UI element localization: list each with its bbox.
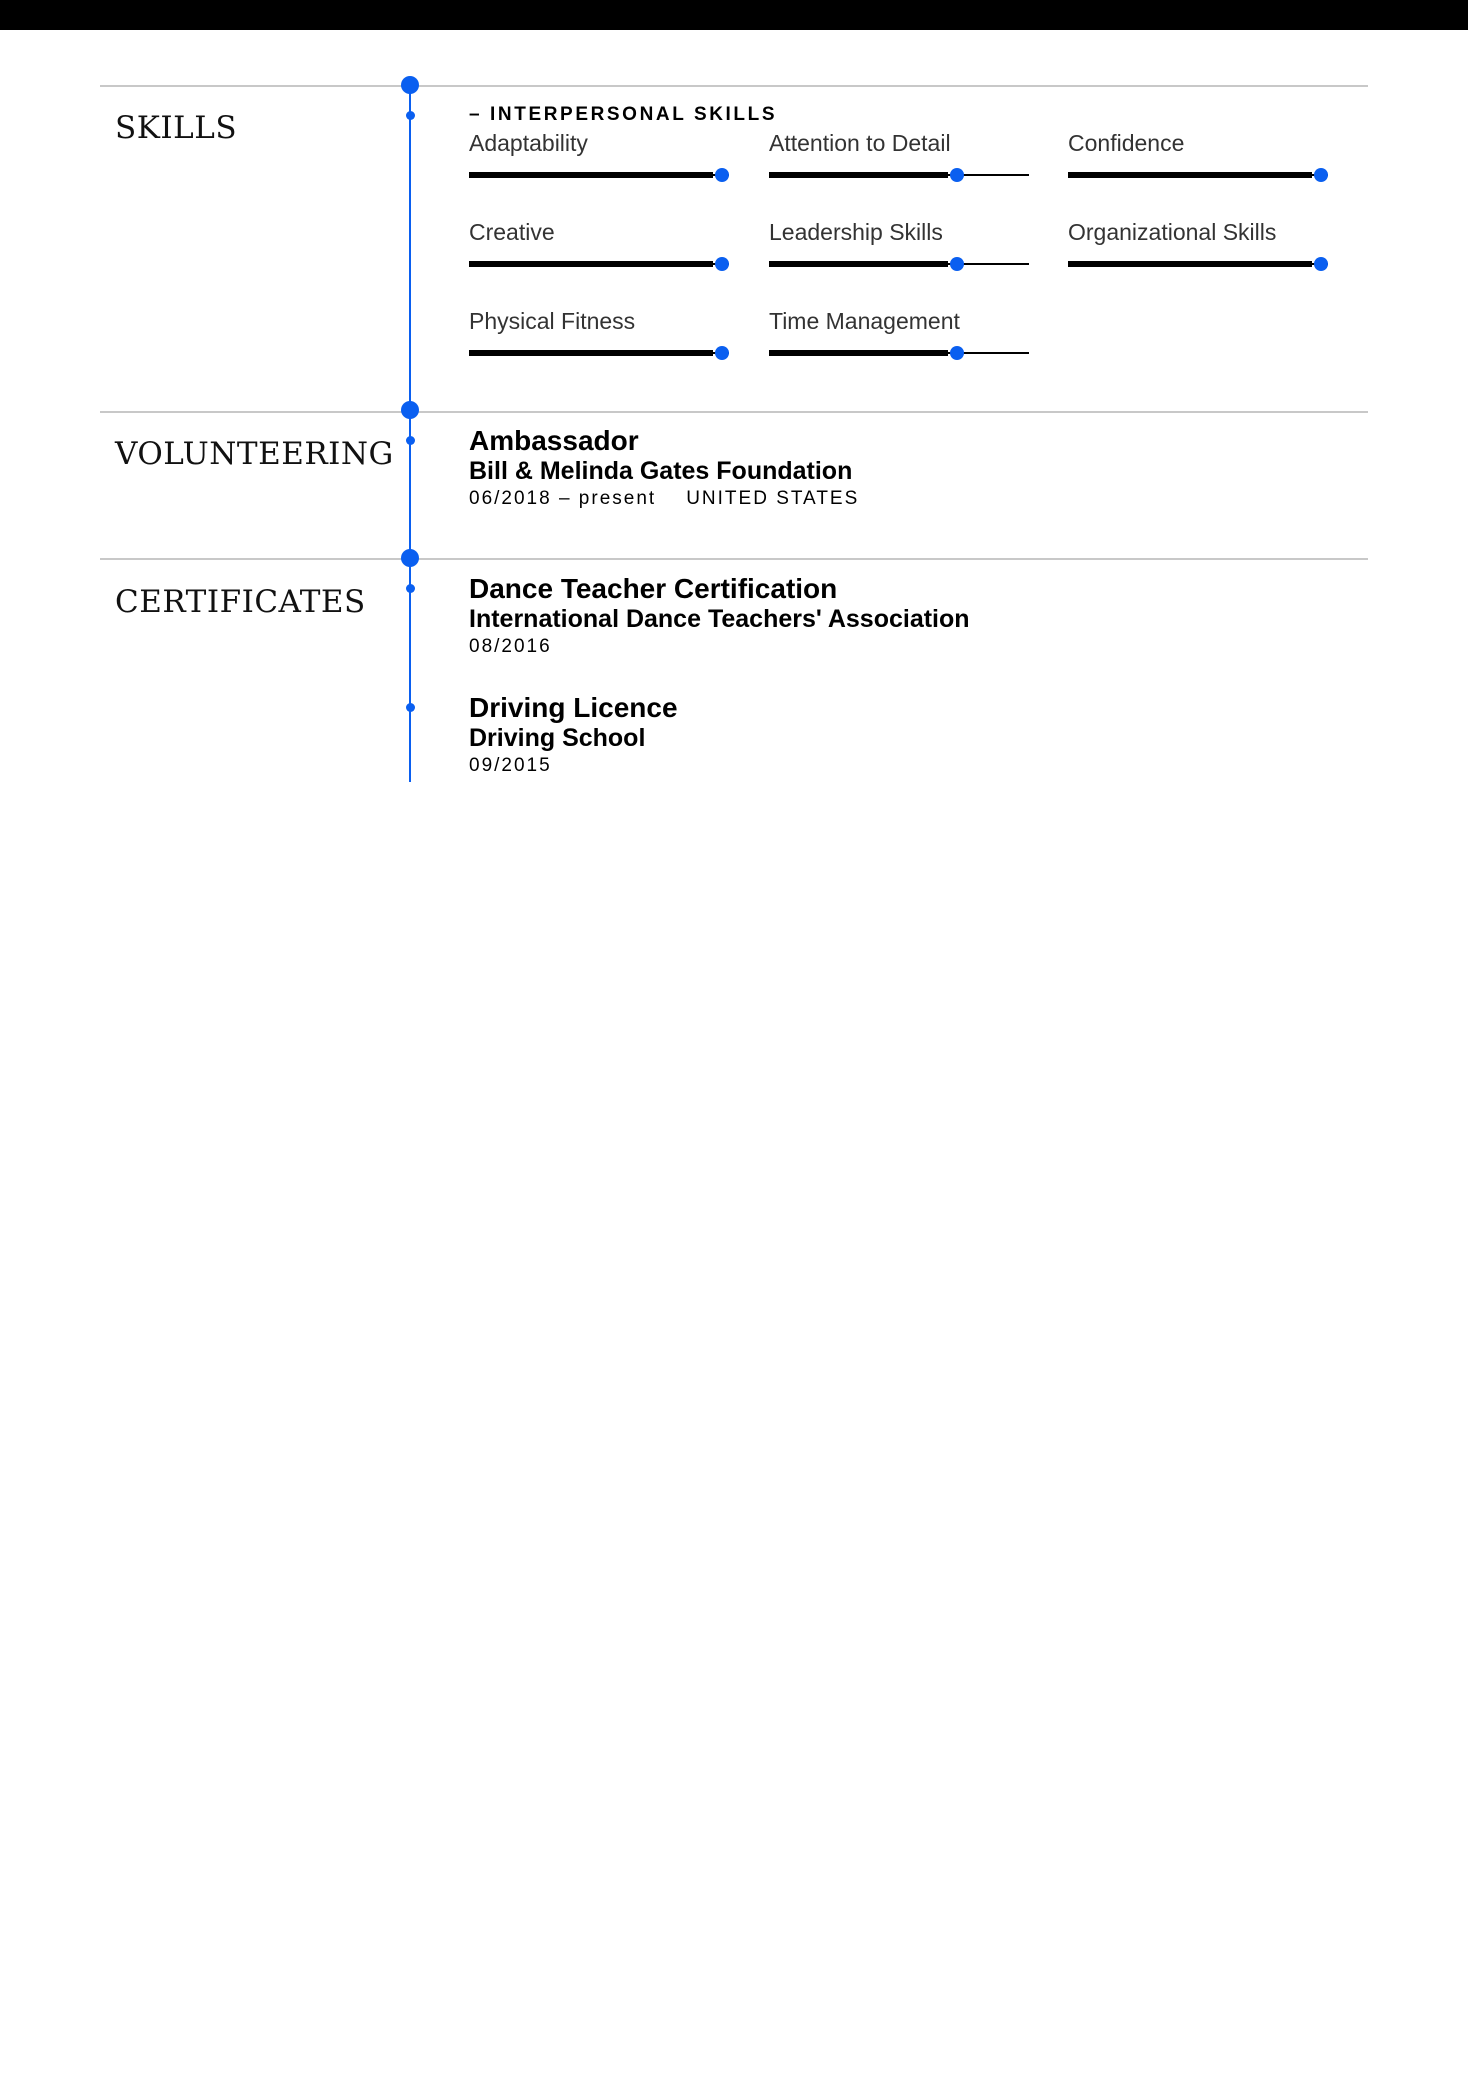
- skill-level-bar: [769, 257, 1029, 271]
- volunteering-section-title: VOLUNTEERING: [115, 436, 394, 472]
- skill-level-bar: [469, 257, 729, 271]
- skill-name: Physical Fitness: [469, 308, 636, 334]
- volunteering-entry: [469, 425, 859, 512]
- certificates-timeline-dot: [401, 549, 419, 567]
- skill-level-fill: [469, 172, 713, 178]
- skill-name: Leadership Skills: [769, 219, 943, 245]
- skill-level-knob: [1314, 257, 1328, 271]
- volunteering-timeline-dot: [401, 401, 419, 419]
- volunteering-organization: Bill & Melinda Gates Foundation: [469, 457, 853, 485]
- certificate-issuer: Driving School: [469, 724, 646, 752]
- skill-name: Adaptability: [469, 130, 588, 156]
- volunteering-location: UNITED STATES: [686, 488, 860, 509]
- skill-level-fill: [769, 350, 948, 356]
- certificate-entry: [469, 692, 678, 779]
- skill-level-fill: [769, 261, 948, 267]
- skill-level-bar: [469, 346, 729, 360]
- skill-name: Creative: [469, 219, 555, 245]
- skills-divider: [100, 85, 1368, 87]
- skill-item: [1068, 130, 1348, 180]
- skill-level-knob: [1314, 168, 1328, 182]
- volunteering-meta: [469, 486, 859, 512]
- certificate-1-timeline-dot: [406, 584, 415, 593]
- skill-item: [769, 308, 1049, 358]
- skill-level-bar: [769, 168, 1029, 182]
- skill-level-knob: [950, 257, 964, 271]
- certificates-section-title: CERTIFICATES: [115, 584, 366, 620]
- skills-group-title: – INTERPERSONAL SKILLS: [469, 104, 778, 125]
- skill-level-bar: [1068, 168, 1328, 182]
- skill-item: [469, 308, 749, 358]
- skill-item: [1068, 219, 1348, 269]
- skill-level-knob: [950, 346, 964, 360]
- skill-level-bar: [469, 168, 729, 182]
- certificate-2-timeline-dot: [406, 703, 415, 712]
- volunteering-role: Ambassador: [469, 425, 639, 456]
- skill-level-bar: [769, 346, 1029, 360]
- certificate-name: Driving Licence: [469, 692, 678, 723]
- skill-name: Organizational Skills: [1068, 219, 1277, 245]
- skill-item: [769, 219, 1049, 269]
- skill-level-fill: [469, 261, 713, 267]
- certificate-issuer: International Dance Teachers' Association: [469, 605, 970, 633]
- timeline-line: [409, 85, 411, 782]
- skill-item: [469, 130, 749, 180]
- volunteering-entry-timeline-dot: [406, 436, 415, 445]
- skills-section-title: SKILLS: [115, 110, 238, 146]
- skill-level-knob: [715, 168, 729, 182]
- skill-level-fill: [469, 350, 713, 356]
- skill-level-fill: [769, 172, 948, 178]
- skill-level-knob: [950, 168, 964, 182]
- skill-name: Confidence: [1068, 130, 1185, 156]
- certificate-name: Dance Teacher Certification: [469, 573, 838, 604]
- skill-level-knob: [715, 346, 729, 360]
- certificate-date: 09/2015: [469, 755, 552, 776]
- skill-level-fill: [1068, 261, 1312, 267]
- volunteering-dates: 06/2018 – present: [469, 488, 657, 509]
- skill-item: [769, 130, 1049, 180]
- certificates-divider: [100, 558, 1368, 560]
- volunteering-divider: [100, 411, 1368, 413]
- skill-level-fill: [1068, 172, 1312, 178]
- skill-name: Time Management: [769, 308, 960, 334]
- skill-item: [469, 219, 749, 269]
- skill-level-bar: [1068, 257, 1328, 271]
- certificate-date: 08/2016: [469, 636, 552, 657]
- skill-level-knob: [715, 257, 729, 271]
- skills-timeline-dot: [401, 76, 419, 94]
- skills-group-timeline-dot: [406, 111, 415, 120]
- page-top-bar: [0, 0, 1468, 30]
- certificate-entry: [469, 573, 970, 660]
- skill-name: Attention to Detail: [769, 130, 951, 156]
